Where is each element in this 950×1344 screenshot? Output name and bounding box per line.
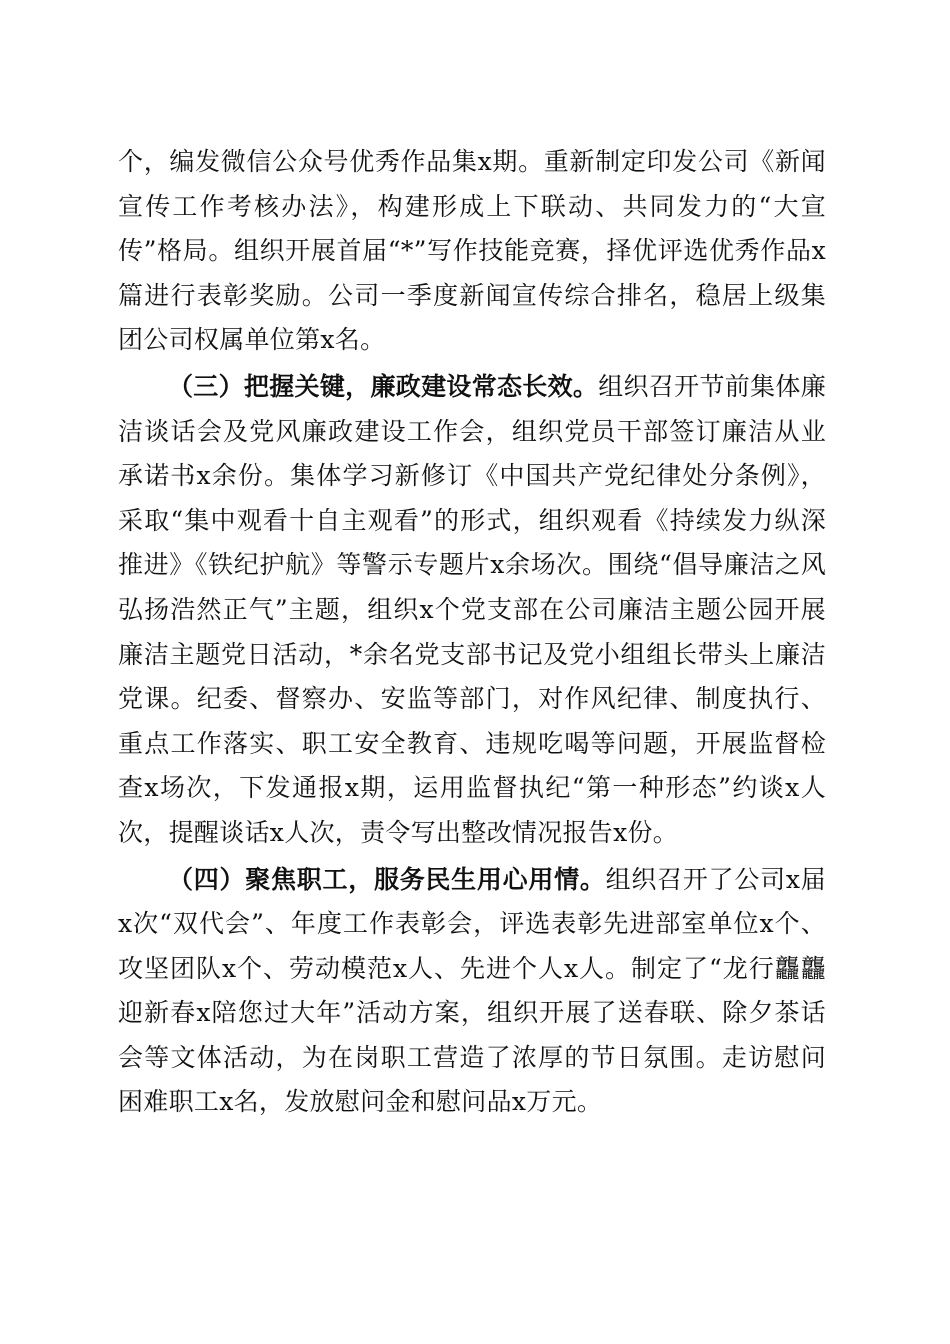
section-heading-3: （三）把握关键，廉政建设常态长效。 <box>168 371 599 401</box>
document-page <box>118 140 826 1125</box>
paragraph-body: 个，编发微信公众号优秀作品集x期。重新制定印发公司《新闻宣传工作考核办法》，构建形成上下联动、共同发力的“大宣传”格局。组织开展首届“*”写作技能竞赛，择优评选优秀作品x篇进行表彰奖励。公司一季度新闻宣传综合排名，稳居上级集团公司权属单位第x名。 <box>118 147 826 355</box>
paragraph-body: 组织召开节前集体廉洁谈话会及党风廉政建设工作会，组织党员干部签订廉洁从业承诺书x余份。集体学习新修订《中国共产党纪律处分条例》，采取“集中观看十自主观看”的形式，组织观看《持续发力纵深推进》《铁纪护航》等警示专题片x余场次。围绕“倡导廉洁之风弘扬浩然正气”主题，组织x个党支部在公司廉洁主题公园开展廉洁主题党日活动，*余名党支部书记及党小组组长带头上廉洁党课。纪委、督察办、安监等部门，对作风纪律、制度执行、重点工作落实、职工安全教育、违规吃喝等问题，开展监督检查x场次，下发通报x期，运用监督执纪“第一种形态”约谈x人次，提醒谈话x人次，责令写出整改情况报告x份。 <box>118 371 826 847</box>
paragraph-employee-services <box>118 858 826 1126</box>
paragraph-integrity-building <box>118 365 826 856</box>
paragraph-body: 组织召开了公司x届x次“双代会”、年度工作表彰会，评选表彰先进部室单位x个、攻坚团队x个、劳动模范x人、先进个人x人。制定了“龙行龘龘迎新春x陪您过大年”活动方案，组织开展了送春联、除夕茶话会等文体活动，为在岗职工营造了浓厚的节日氛围。走访慰问困难职工x名，发放慰问金和慰问品x万元。 <box>118 864 826 1117</box>
section-heading-4: （四）聚焦职工，服务民生用心用情。 <box>168 864 606 894</box>
paragraph-news-publicity <box>118 140 826 363</box>
